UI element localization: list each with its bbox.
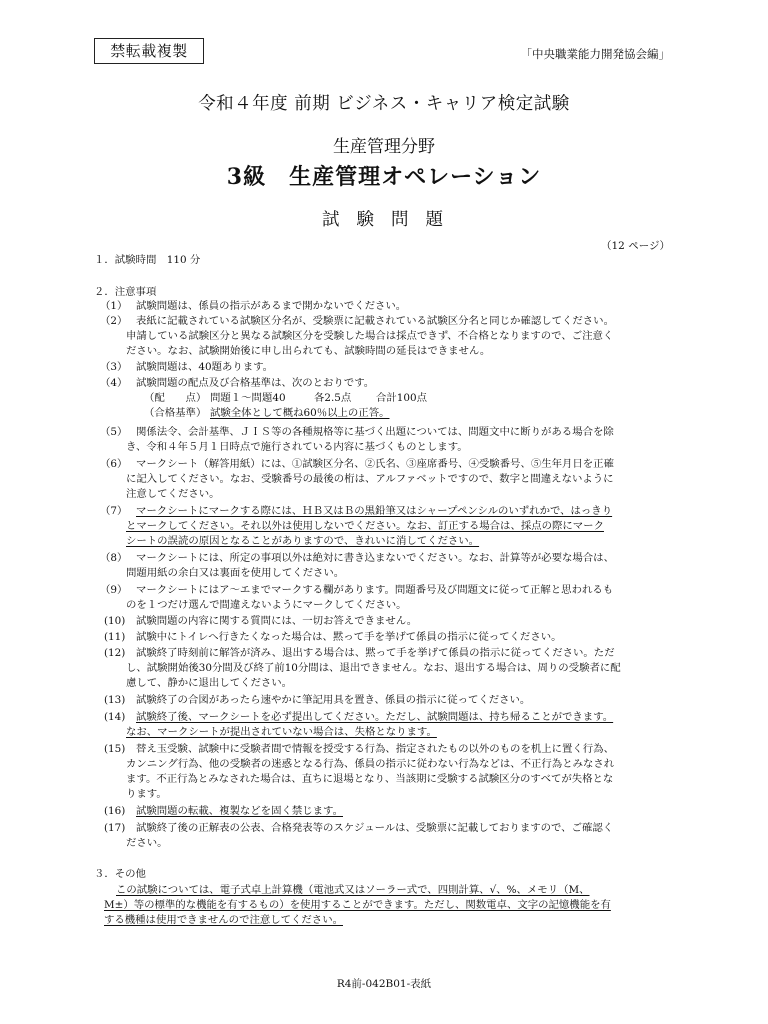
item-line: ださい。: [126, 837, 168, 849]
item-number: (11): [104, 631, 126, 643]
item-number: (15): [104, 743, 126, 755]
field-title: 生産管理分野: [333, 137, 435, 157]
other-heading: ３．その他: [94, 868, 146, 880]
item-number: (10): [104, 615, 126, 627]
item-number: （1）: [100, 300, 128, 312]
passing-label: （合格基準）: [144, 407, 207, 419]
item-line: 慮して、静かに退出してください。: [126, 677, 293, 689]
other-line: この試験については、電子式卓上計算機（電池式又はソーラー式で、四則計算、√、%、メモリ（M、: [116, 884, 590, 896]
item-number: （5）: [100, 426, 128, 438]
item-line: 申請している試験区分と異なる試験区分を受験した場合は採点できず、不合格となりますので、ご注意く: [126, 330, 614, 342]
item-line: とマークしてください。それ以外は使用しないでください。なお、訂正する場合は、採点の際にマーク: [126, 520, 604, 532]
item-number: (13): [104, 694, 126, 706]
item-number: （6）: [100, 458, 128, 470]
item-line: 試験中にトイレへ行きたくなった場合は、黙って手を挙げて係員の指示に従ってください。: [136, 631, 562, 643]
item-line: カンニング行為、他の受験者の迷惑となる行為、係員の指示に従わない行為などは、不正行為とみなされ: [126, 758, 615, 770]
item-line: なお、マークシートが提出されていない場合は、失格となります。: [126, 726, 437, 738]
item-line: 試験終了後の正解表の公表、合格発表等のスケジュールは、受験票に記載しておりますので、ご確認く: [136, 822, 614, 834]
item-line: 表紙に記載されている試験区分名が、受験票に記載されている試験区分名と同じか確認してください。: [136, 315, 614, 327]
item-number: （8）: [100, 552, 128, 564]
item-line: 関係法令、会計基準、ＪＩＳ等の各種規格等に基づく出題については、問題文中に断りがある場合を除: [136, 426, 614, 438]
scoring-total: 合計100点: [376, 392, 428, 404]
item-line: 注意してください。: [126, 488, 220, 500]
item-line: 試験終了の合図があったら速やかに筆記用具を置き、係員の指示に従ってください。: [136, 694, 531, 706]
item-number: （3）: [100, 361, 128, 373]
item-line: 試験問題の転載、複製などを固く禁じます。: [136, 805, 343, 817]
item-line: し、試験開始後30分間及び終了前10分間は、退出できません。なお、退出する場合は、周りの受験者に配: [126, 662, 621, 674]
item-line: 試験問題は、40題あります。: [136, 361, 274, 373]
questions-title: 試験問題: [322, 210, 460, 230]
item-line: マークシートには、所定の事項以外は絶対に書き込まないでください。なお、計算等が必要な場合は、: [136, 552, 614, 564]
item-line: のを１つだけ選んで間違えないようにマークしてください。: [126, 599, 407, 611]
grade-title: 3級 生産管理オペレーション: [226, 164, 542, 190]
item-line: ださい。なお、試験開始後に申し出られても、試験時間の延長はできません。: [126, 345, 491, 357]
document-code: R4前-042B01-表紙: [336, 978, 432, 990]
page-count: （12 ページ）: [601, 240, 670, 252]
item-line: ります。: [126, 788, 167, 800]
item-line: 試験問題の配点及び合格基準は、次のとおりです。: [136, 377, 375, 389]
passing-criteria: 試験全体として概ね60％以上の正答。: [210, 407, 390, 419]
item-number: (12): [104, 647, 126, 659]
item-line: 問題用紙の余白又は裏面を使用してください。: [126, 567, 345, 579]
item-line: 試験終了後、マークシートを必ず提出してください。ただし、試験問題は、持ち帰ることができます。: [136, 711, 614, 723]
other-line: する機種は使用できませんので注意してください。: [104, 914, 343, 926]
item-number: (17): [104, 822, 126, 834]
item-line: 試験問題は、係員の指示があるまで開かないでください。: [136, 300, 407, 312]
exam-time: １．試験時間 110 分: [94, 254, 201, 266]
scoring-label: （配 点）: [144, 392, 207, 404]
item-line: マークシートにはア～エまでマークする欄があります。問題番号及び問題文に従って正解と思われるも: [136, 584, 614, 596]
item-number: (14): [104, 711, 126, 723]
item-number: （4）: [100, 377, 128, 389]
publisher-note: 「中央職業能力開発協会編」: [520, 47, 670, 61]
item-line: マークシートにマークする際には、ＨＢ又はＢの黒鉛筆又はシャープペンシルのいずれかで、はっきり: [136, 505, 613, 517]
item-number: （7）: [100, 505, 128, 517]
item-line: ます。不正行為とみなされた場合は、直ちに退場となり、当該期に受験する試験区分のすべてが失格とな: [126, 773, 614, 785]
other-line: M±）等の標準的な機能を有するもの）を使用することができます。ただし、関数電卓、文字の記憶機能を有: [104, 899, 611, 911]
item-number: （2）: [100, 315, 128, 327]
no-reproduction-stamp: 禁転載複製: [94, 38, 204, 64]
item-number: （9）: [100, 584, 128, 596]
item-line: き、令和４年５月１日時点で施行されている内容に基づくものとします。: [126, 441, 468, 453]
item-line: マークシート（解答用紙）には、①試験区分名、②氏名、③座席番号、④受験番号、⑤生年月日を正確: [136, 458, 614, 470]
item-line: シートの誤読の原因となることがありますので、きれいに消してください。: [126, 535, 480, 547]
scoring-each: 各2.5点: [314, 392, 352, 404]
item-line: 替え玉受験、試験中に受験者間で情報を授受する行為、指定されたもの以外のものを机上に置く行為、: [136, 743, 614, 755]
exam-title: 令和４年度 前期 ビジネス・キャリア検定試験: [198, 94, 570, 114]
item-number: (16): [104, 805, 126, 817]
notes-heading: ２．注意事項: [94, 286, 157, 298]
item-line: 試験問題の内容に関する質問には、一切お答えできません。: [136, 615, 418, 627]
item-line: に記入してください。なお、受験番号の最後の桁は、アルファベットですので、数字と間違えないように: [126, 473, 614, 485]
scoring-range: 問題１～問題40: [210, 392, 286, 404]
item-line: 試験終了時刻前に解答が済み、退出する場合は、黙って手を挙げて係員の指示に従ってください。ただ: [136, 647, 615, 659]
